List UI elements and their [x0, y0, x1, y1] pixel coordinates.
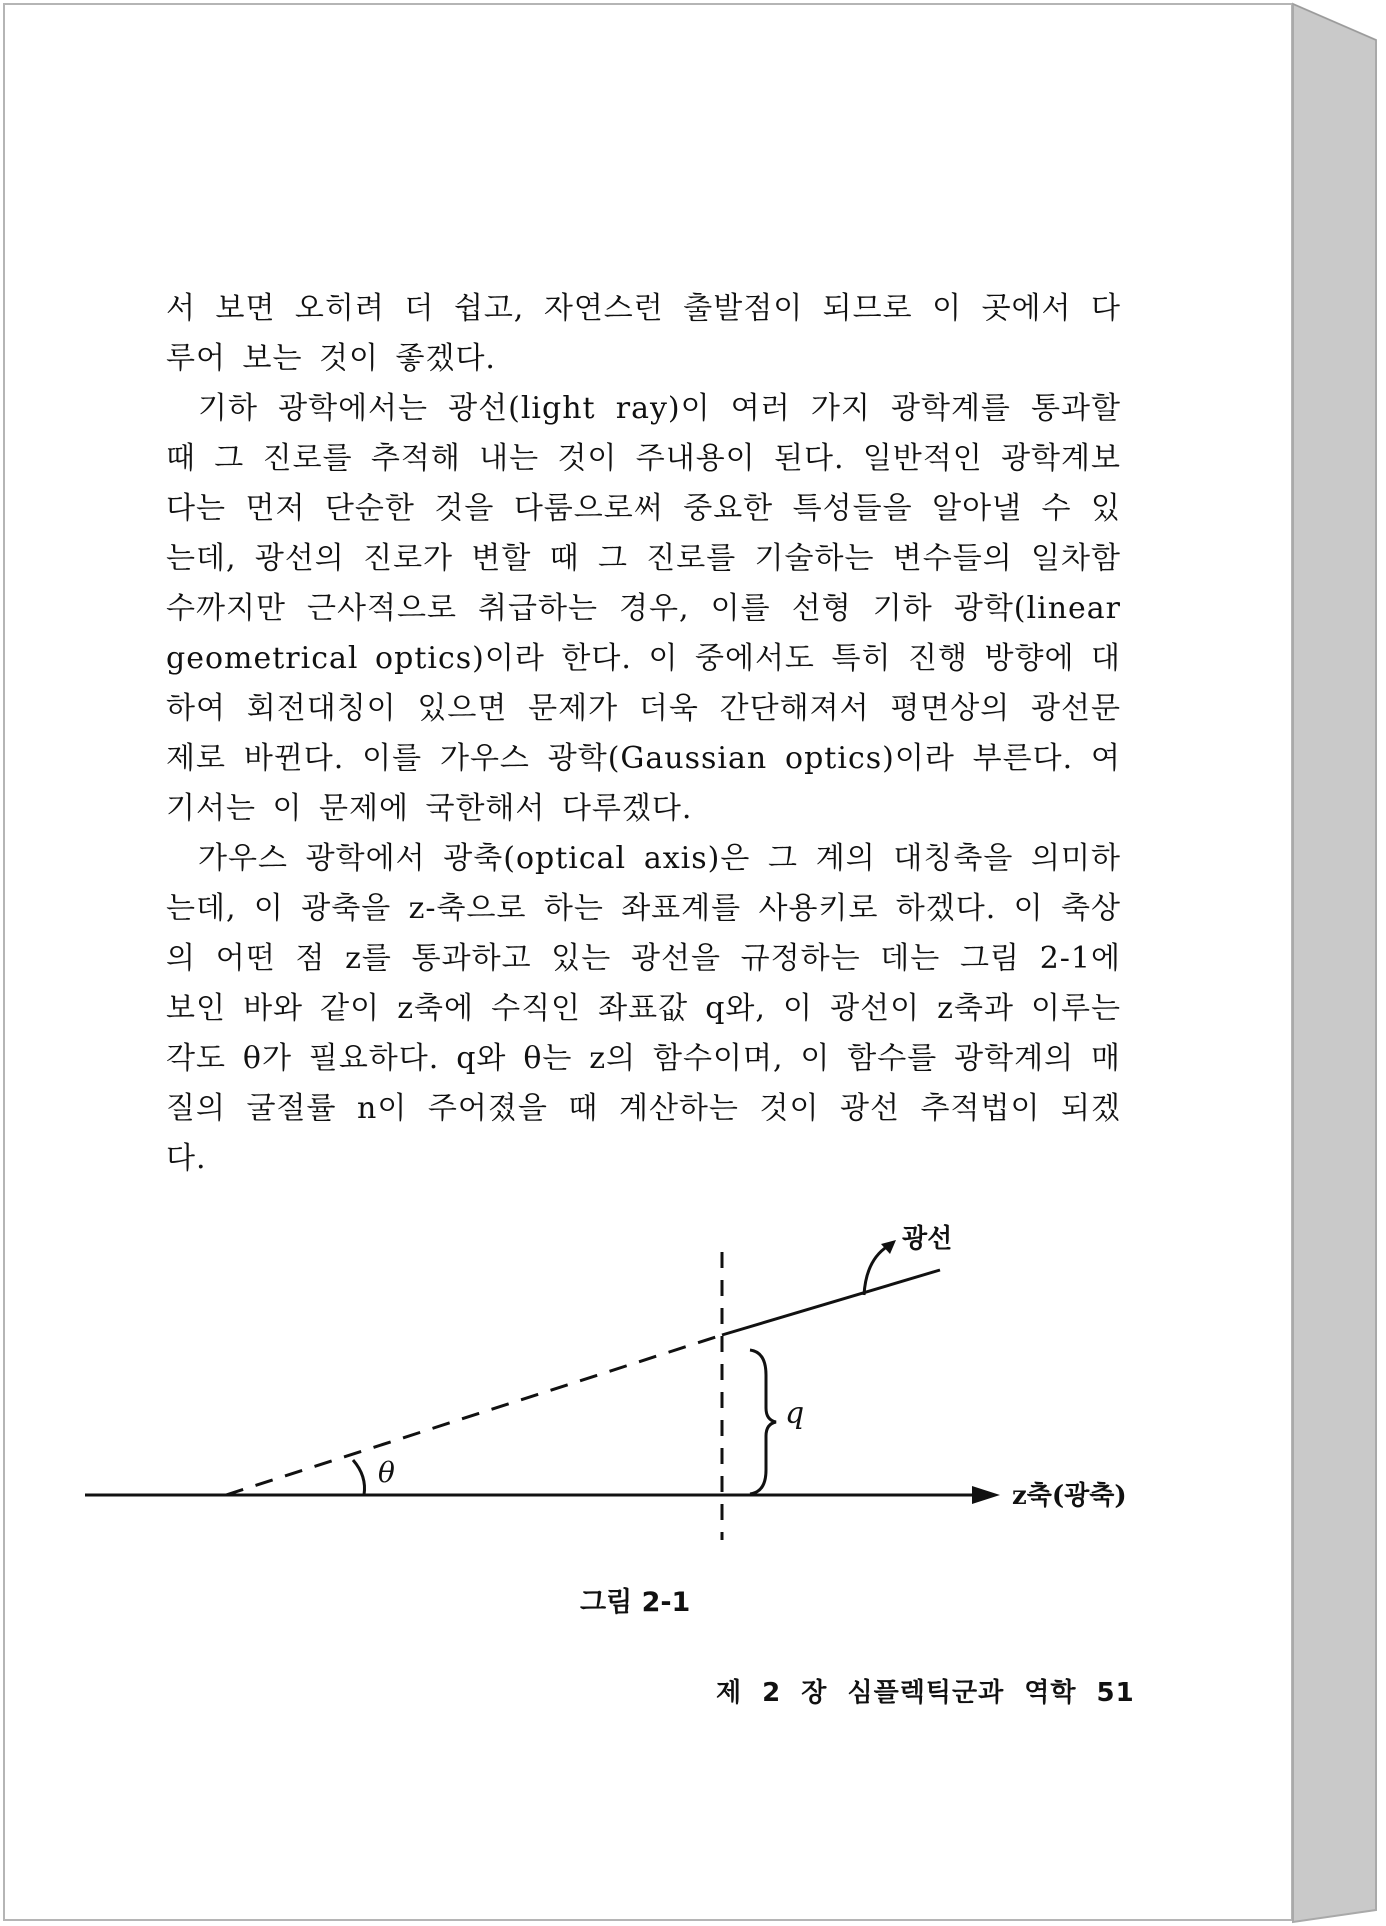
- ray-pointer-arrowhead: [881, 1240, 896, 1254]
- axis-label: z축(광축): [1012, 1481, 1127, 1511]
- paragraph-2: 기하 광학에서는 광선(light ray)이 여러 가지 광학계를 통과할 때 그 진로를 추적해 내는 것이 주내용이 된다. 일반적인 광학계보다는 먼저 단순한 것을 다룸으로써 중요한 특성들을 알아낼 수 있는데, 광선의 진로가 변할 때 그 진로를 기술하는 변수들의 일차함수까지만 근사적으로 취급하는 경우, 이를 선형 기하 광학(linear geometrical optics)이라 한다. 이 중에서도 특히 진행 방향에 대하여 회전대칭이 있으면 문제가 더욱 간단해져서 평면상의 광선문제로 바뀐다. 이를 가우스 광학(Gaussian optics)이라 부른다. 여기서는 이 문제에 국한해서 다루겠다.: [166, 391, 1121, 826]
- figure-caption: 그림 2-1: [580, 1587, 691, 1618]
- theta-arc: [353, 1460, 365, 1495]
- light-ray-line: [722, 1270, 940, 1335]
- page-number: 51: [1096, 1678, 1135, 1708]
- ray-extension-line: [226, 1335, 722, 1495]
- paragraph-1: 서 보면 오히려 더 쉽고, 자연스런 출발점이 되므로 이 곳에서 다루어 보는 것이 좋겠다.: [166, 291, 1121, 376]
- ray-diagram: [0, 1200, 1386, 1600]
- q-label: q: [785, 1396, 805, 1431]
- paragraph-3: 가우스 광학에서 광축(optical axis)은 그 계의 대칭축을 의미하는데, 이 광축을 z-축으로 하는 좌표계를 사용키로 하겠다. 이 축상의 어떤 점 z를 통과하고 있는 광선을 규정하는 데는 그림 2-1에 보인 바와 같이 z축에 수직인 좌표값 q와, 이 광선이 z축과 이루는 각도 θ가 필요하다. q와 θ는 z의 함수이며, 이 함수를 광학계의 매질의 굴절률 n이 주어졌을 때 계산하는 것이 광선 추적법이 되겠다.: [166, 841, 1121, 1176]
- axis-arrowhead: [972, 1486, 1000, 1504]
- theta-label: θ: [378, 1456, 395, 1489]
- chapter-title: 심플렉틱군과 역학: [847, 1678, 1077, 1708]
- q-brace: [750, 1350, 776, 1494]
- ray-label: 광선: [902, 1224, 953, 1254]
- chapter-label: 제 2 장: [716, 1678, 828, 1708]
- body-text: [166, 284, 1121, 1184]
- running-footer: [716, 1672, 1135, 1709]
- figure-2-1: [0, 1200, 1386, 1600]
